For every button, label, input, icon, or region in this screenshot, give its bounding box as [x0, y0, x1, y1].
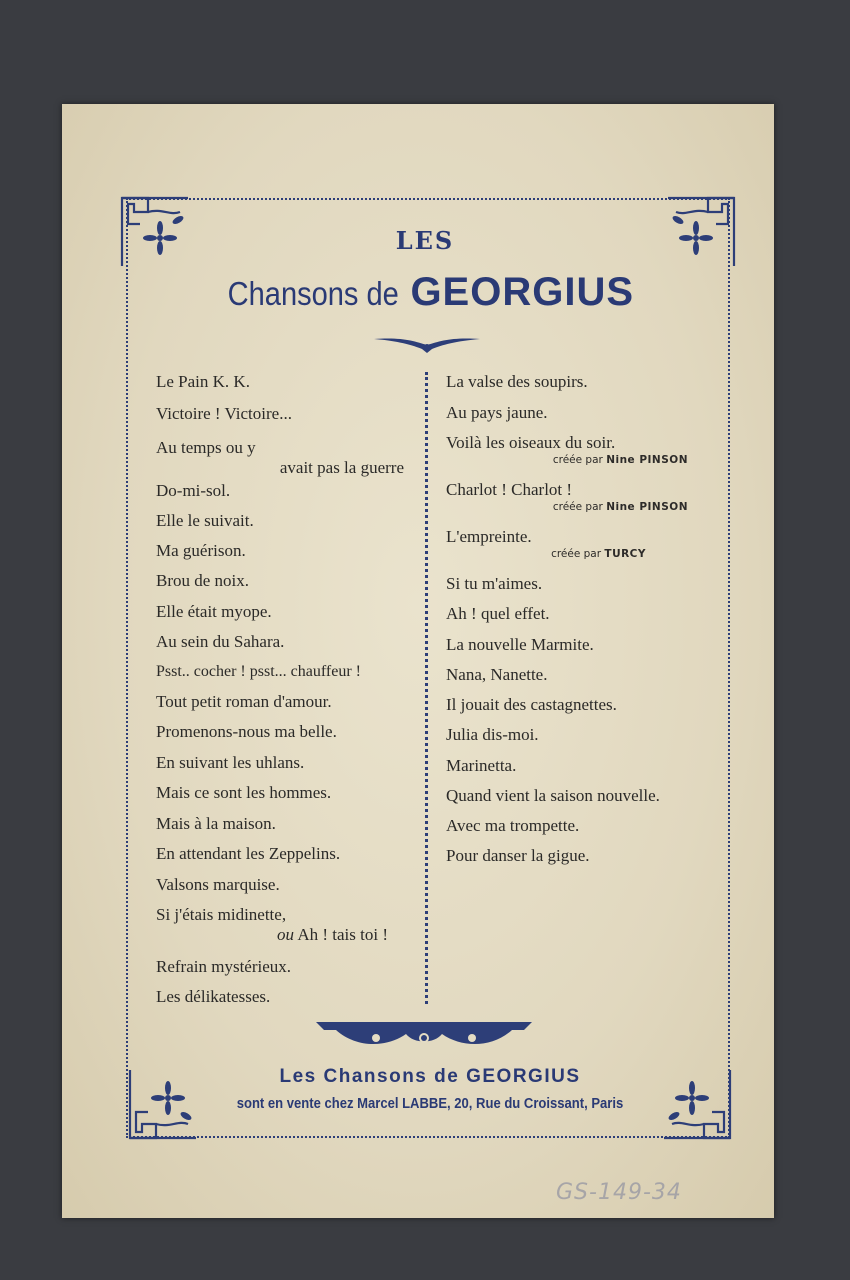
- list-item: Quand vient la saison nouvelle.: [446, 786, 660, 805]
- archive-number: GS-149-34: [556, 1180, 682, 1205]
- list-item: Victoire ! Victoire...: [156, 404, 292, 423]
- list-item: Les délikatesses.: [156, 987, 271, 1006]
- column-divider: [425, 372, 428, 1004]
- list-item: Psst.. cocher ! psst... chauffeur !: [156, 663, 361, 680]
- list-item: Si j'étais midinette, ou Ah ! tais toi !: [156, 905, 388, 944]
- list-item: Pour danser la gigue.: [446, 846, 590, 865]
- list-item: Promenons-nous ma belle.: [156, 722, 337, 741]
- list-item: Julia dis-moi.: [446, 725, 539, 744]
- list-item: Charlot ! Charlot ! créée par Nine PINSON: [446, 480, 688, 513]
- list-item: Voilà les oiseaux du soir. créée par Nine PINSON: [446, 433, 688, 466]
- footer-publisher: sont en vente chez Marcel LABBE, 20, Rue du Croissant, Paris: [236, 1096, 624, 1112]
- title-georgius: GEORGIUS: [410, 270, 635, 314]
- list-item: Refrain mystérieux.: [156, 957, 292, 976]
- list-item: Au temps ou y avait pas la guerre: [156, 438, 404, 477]
- list-item: La nouvelle Marmite.: [446, 635, 594, 654]
- list-item: Tout petit roman d'amour.: [156, 692, 332, 711]
- list-item: Si tu m'aimes.: [446, 574, 543, 593]
- list-item: Nana, Nanette.: [446, 665, 548, 684]
- ornament-band-icon: [316, 1018, 532, 1054]
- list-item: En suivant les uhlans.: [156, 753, 305, 772]
- list-item: Valsons marquise.: [156, 875, 280, 894]
- list-item: Brou de noix.: [156, 571, 250, 590]
- list-item: En attendant les Zeppelins.: [156, 844, 341, 863]
- ornament-flourish-icon: [372, 333, 482, 355]
- list-item: Mais à la maison.: [156, 814, 276, 833]
- list-item: Elle le suivait.: [156, 511, 254, 530]
- page-title: [0, 270, 850, 315]
- list-item: Ma guérison.: [156, 541, 246, 560]
- list-item: Do-mi-sol.: [156, 481, 231, 500]
- header-les: LES: [395, 226, 455, 255]
- list-item: Marinetta.: [446, 756, 517, 775]
- list-item: Mais ce sont les hommes.: [156, 783, 332, 802]
- list-item: Avec ma trompette.: [446, 816, 580, 835]
- title-chansons-de: Chansons de: [227, 275, 399, 312]
- list-item: Le Pain K. K.: [156, 372, 250, 391]
- footer-title: Les Chansons de GEORGIUS: [279, 1066, 581, 1087]
- list-item: Au sein du Sahara.: [156, 632, 285, 651]
- list-item: L'empreinte. créée par TURCY: [446, 527, 646, 560]
- list-item: Ah ! quel effet.: [446, 604, 550, 623]
- list-item: Au pays jaune.: [446, 403, 548, 422]
- list-item: Elle était myope.: [156, 602, 272, 621]
- list-item: Il jouait des castagnettes.: [446, 695, 617, 714]
- list-item: La valse des soupirs.: [446, 372, 588, 391]
